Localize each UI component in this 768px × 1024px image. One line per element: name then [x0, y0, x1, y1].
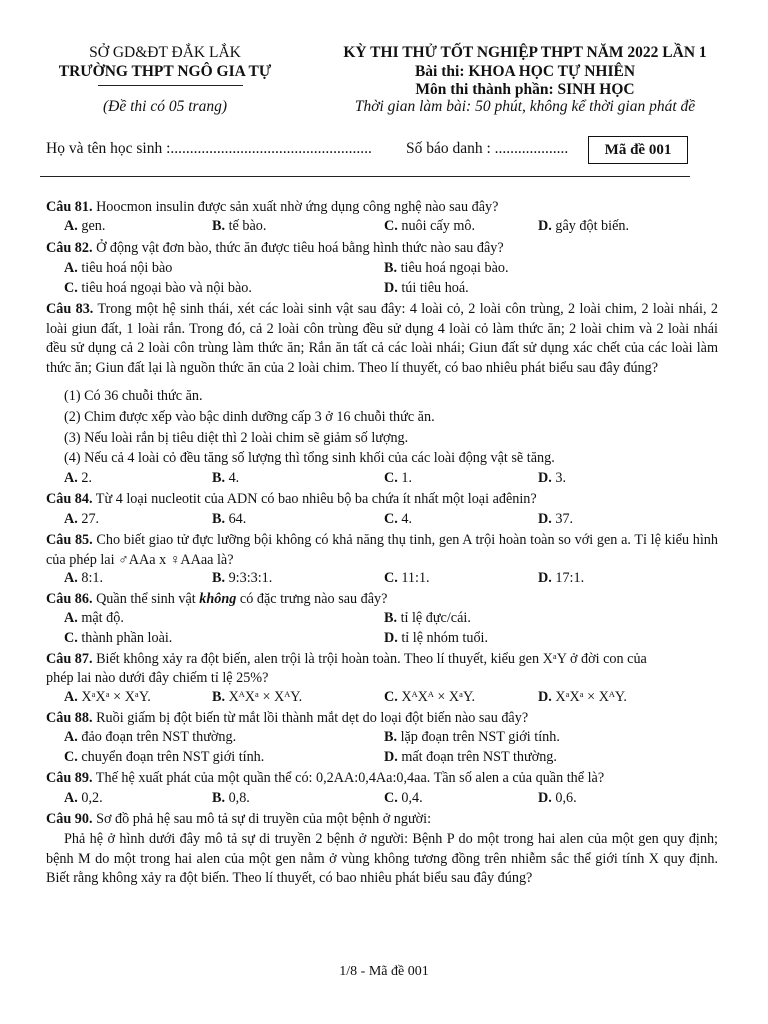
subject-line: Bài thi: KHOA HỌC TỰ NHIÊN: [414, 63, 636, 80]
header-divider: [98, 85, 243, 86]
option-d: D. túi tiêu hoá.: [384, 280, 469, 296]
option-b: B. 4.: [212, 470, 240, 486]
option-b: B. XᴬXᵃ × XᴬY.: [212, 689, 303, 705]
option-d: D. gây đột biến.: [538, 218, 630, 234]
question-87: Câu 87. Biết không xảy ra đột biến, alen trội là trội hoàn toàn. Theo lí thuyết, kiểu gen XᵃY ở đời con của: [46, 651, 647, 667]
question-number: Câu 81.: [46, 199, 93, 215]
option-a: A. 27.: [64, 511, 100, 527]
page-footer: 1/8 - Mã đề 001: [339, 964, 429, 979]
option-c: C. thành phần loài.: [64, 630, 173, 646]
statement-1: (1) Có 36 chuỗi thức ăn.: [64, 388, 203, 404]
question-81: [46, 198, 498, 217]
option-d: D. 3.: [538, 470, 566, 486]
pages-note: (Đề thi có 05 trang): [103, 98, 227, 115]
option-b: B. 64.: [212, 511, 247, 527]
statement-2: (2) Chim được xếp vào bậc dinh dưỡng cấp 3 ở 16 chuỗi thức ăn.: [64, 409, 435, 425]
option-c: C. 1.: [384, 470, 412, 486]
option-c: C. tiêu hoá ngoại bào và nội bào.: [64, 280, 252, 296]
question-text: Hoocmon insulin được sản xuất nhờ ứng dụng công nghệ nào sau đây?: [92, 199, 499, 215]
question-86: Câu 86. Quần thể sinh vật không có đặc trưng nào sau đây?: [46, 591, 388, 607]
exam-code-box: Mã đề 001: [588, 136, 688, 164]
option-a: A. mật độ.: [64, 610, 124, 626]
department-name: SỞ GD&ĐT ĐẮK LẮK: [89, 44, 241, 61]
option-d: D. mất đoạn trên NST thường.: [384, 749, 557, 765]
option-c: C. nuôi cấy mô.: [384, 218, 476, 234]
question-89: Câu 89. Thế hệ xuất phát của một quần thể có: 0,2AA:0,4Aa:0,4aa. Tần số alen a của quần thể là?: [46, 770, 605, 786]
time-line: Thời gian làm bài: 50 phút, không kể thời gian phát đề: [354, 98, 696, 115]
option-a: A. tiêu hoá nội bào: [64, 260, 173, 276]
question-90-paragraph: Phả hệ ở hình dưới đây mô tả sự di truyền 2 bệnh ở người: Bệnh P do một trong hai alen của một gen quy định; bệnh M do một trong hai alen của một gen nằm ở vùng không tương đồng trên nhiễm sắc thể giới tính X quy định. Biết rằng không xảy ra đột biến. Theo lí thuyết, có bao nhiêu phát biểu sau đây đúng?: [46, 831, 718, 887]
question-85: Câu 85. Cho biết giao tử đực lưỡng bội không có khả năng thụ tinh, gen A trội hoàn toàn so với gen a. Tỉ lệ kiểu hình của phép lai ♂AAa x ♀AAaa là?: [46, 532, 718, 568]
option-b: B. 0,8.: [212, 790, 250, 806]
school-name: TRƯỜNG THPT NGÔ GIA TỰ: [58, 63, 272, 80]
option-c: C. XᴬXᴬ × XᵃY.: [384, 689, 475, 705]
option-d: D. XᵃXᵃ × XᴬY.: [538, 689, 627, 705]
option-b: B. 9:3:3:1.: [212, 570, 273, 586]
option-c: C. 0,4.: [384, 790, 423, 806]
option-b: B. lặp đoạn trên NST giới tính.: [384, 729, 560, 745]
option-d: D. tỉ lệ nhóm tuổi.: [384, 630, 489, 646]
question-87-cont: phép lai nào dưới đây chiếm tỉ lệ 25%?: [46, 670, 269, 686]
student-id-field: Số báo danh : ...................: [406, 140, 569, 157]
option-a: A. gen.: [64, 218, 106, 234]
question-82: Câu 82. Ở động vật đơn bào, thức ăn được tiêu hoá bằng hình thức nào sau đây?: [46, 240, 504, 256]
header-rule: [40, 176, 690, 177]
option-c: C. chuyển đoạn trên NST giới tính.: [64, 749, 265, 765]
option-a: A. 8:1.: [64, 570, 104, 586]
option-d: D. 0,6.: [538, 790, 577, 806]
option-b: B. tiêu hoá ngoại bào.: [384, 260, 509, 276]
option-a: A. 0,2.: [64, 790, 103, 806]
statement-4: (4) Nếu cả 4 loài cỏ đều tăng số lượng thì tổng sinh khối của các loài động vật sẽ tăng.: [64, 450, 555, 466]
option-d: D. 37.: [538, 511, 574, 527]
option-a: A. 2.: [64, 470, 92, 486]
option-a: A. đảo đoạn trên NST thường.: [64, 729, 237, 745]
component-line: Môn thi thành phần: SINH HỌC: [415, 81, 635, 98]
option-c: C. 11:1.: [384, 570, 430, 586]
question-84: Câu 84. Từ 4 loại nucleotit của ADN có bao nhiêu bộ ba chứa ít nhất một loại ađênin?: [46, 491, 537, 507]
student-name-field: Họ và tên học sinh :....................................................: [46, 140, 372, 157]
question-90: Câu 90. Sơ đồ phả hệ sau mô tả sự di truyền của một bệnh ở người:: [46, 811, 432, 827]
question-83: Câu 83. Trong một hệ sinh thái, xét các loài sinh vật sau đây: 4 loài cỏ, 2 loài côn trùng, 2 loài chim, 2 loài nhái, 2 loài giun đất, 1 loài rắn. Trong đó, cả 2 loài côn trùng đều sử dụng 4 loài cỏ làm thức ăn; 2 loài chim và 2 loài nhái đều sử dụng cả 2 loài côn trùng làm thức ăn; Rắn ăn tất cả các loài nhái; Giun đất sử dụng xác chết của các loài làm thức ăn; Giun đất lại là nguồn thức ăn của 2 loài chim. Theo lí thuyết, có bao nhiêu phát biểu sau đây đúng?: [46, 301, 718, 376]
option-c: C. 4.: [384, 511, 412, 527]
option-d: D. 17:1.: [538, 570, 585, 586]
option-a: A. XᵃXᵃ × XᵃY.: [64, 689, 151, 705]
option-b: B. tỉ lệ đực/cái.: [384, 610, 471, 626]
statement-3: (3) Nếu loài rắn bị tiêu diệt thì 2 loài chim sẽ giảm số lượng.: [64, 430, 409, 446]
question-88: Câu 88. Ruồi giấm bị đột biến từ mắt lồi thành mắt dẹt do loại đột biến nào sau đây?: [46, 710, 529, 726]
option-b: B. tế bào.: [212, 218, 267, 234]
exam-title: KỲ THI THỬ TỐT NGHIỆP THPT NĂM 2022 LẦN 1: [343, 44, 707, 61]
